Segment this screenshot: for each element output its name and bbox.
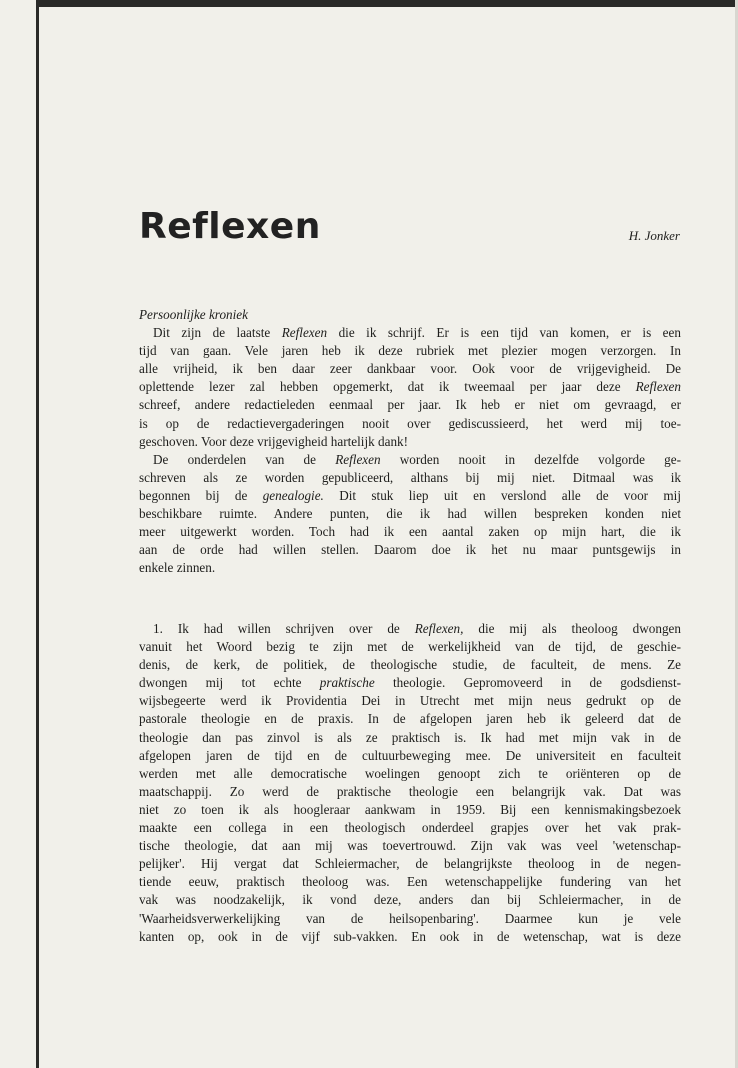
paragraph-2 — [139, 451, 681, 578]
paragraph-3-line-4: dwongen mij tot echte praktische theologie. Gepromoveerd in de godsdienst- — [139, 675, 681, 691]
paragraph-2-line-5: meer uitgewerkt worden. Toch had ik een aantal zaken op mijn hart, die ik — [139, 524, 681, 540]
paragraph-3-line-12: maakte een collega in een theologisch onderdeel grapjes over het vak prak- — [139, 820, 681, 836]
paragraph-3-line-2: vanuit het Woord bezig te zijn met de werkelijkheid van de tijd, de geschie- — [139, 639, 681, 655]
paragraph-3-line-13: tische theologie, dat aan mij was toevertrouwd. Zijn vak was veel 'wetenschap- — [139, 838, 681, 854]
paragraph-3-line-17: 'Waarheidsverwerkelijking van de heilsopenbaring'. Daarmee kun je vele — [139, 910, 681, 926]
paragraph-3 — [139, 620, 681, 946]
paragraph-1-line-6: is op de redactievergaderingen nooit over gediscussieerd, het werd mij toe- — [139, 415, 681, 431]
paragraph-3-line-3: denis, de kerk, de politiek, de theologische studie, de faculteit, de mens. Ze — [139, 657, 681, 673]
article-section-1 — [139, 620, 681, 946]
paragraph-3-line-14: pelijker'. Hij vergat dat Schleiermacher, de belangrijkste theoloog in de negen- — [139, 856, 681, 872]
paragraph-1-line-4: oplettende lezer zal hebben opgemerkt, dat ik tweemaal per jaar deze Reflexen — [139, 379, 681, 395]
paragraph-2-line-3: begonnen bij de genealogie. Dit stuk liep uit en verslond alle de voor mij — [139, 487, 682, 503]
paragraph-1-line-3: alle vrijheid, ik ben daar zeer dankbaar voor. Ook voor de vrijgevigheid. De — [139, 361, 681, 377]
paragraph-1-line-7: geschoven. Voor deze vrijgevigheid hartelijk dank! — [139, 433, 409, 449]
paragraph-2-line-2: schreven als ze worden gepubliceerd, althans bij mij niet. Ditmaal was ik — [139, 469, 681, 485]
paragraph-3-line-15: tiende eeuw, praktisch theoloog was. Een wetenschappelijke fundering van het — [139, 874, 681, 890]
paragraph-2-line-7: enkele zinnen. — [139, 560, 216, 576]
article-intro — [139, 306, 681, 577]
column-title-logo: Reflexen — [139, 206, 321, 247]
paragraph-3-line-9: werden met alle democratische woelingen genoopt zich te oriënteren op de — [139, 765, 681, 781]
paragraph-3-line-18: kanten op, ook in de vijf sub-vakken. En ook in de wetenschap, wat is deze — [139, 928, 681, 944]
paragraph-1-line-1: Dit zijn de laatste Reflexen die ik schrijf. Er is een tijd van komen, er is een — [153, 325, 681, 341]
paragraph-1-line-2: tijd van gaan. Vele jaren heb ik deze rubriek met plezier mogen verzorgen. In — [139, 343, 681, 359]
paragraph-1-line-5: schreef, andere redactieleden eenmaal per jaar. Ik heb er niet om gevraagd, er — [139, 397, 681, 413]
paragraph-2-line-4: beschikbare ruimte. Andere punten, die ik had willen bespreken konden niet — [139, 506, 681, 522]
scan-border-top — [36, 0, 738, 7]
section-heading: Persoonlijke kroniek — [139, 307, 249, 322]
paragraph-3-line-11: niet zo toen ik als hoogleraar aankwam in 1959. Bij een kennismakingsbezoek — [139, 801, 681, 817]
paragraph-3-line-5: wijsbegeerte werd ik Providentia Dei in Utrecht met mijn neus gedrukt op de — [139, 693, 681, 709]
paragraph-3-line-1: 1. Ik had willen schrijven over de Reflexen, die mij als theoloog dwongen — [153, 621, 681, 636]
paragraph-3-line-6: pastorale theologie en de praxis. In de afgelopen jaren heb ik geleerd dat de — [139, 711, 681, 727]
paragraph-1 — [139, 324, 681, 451]
paragraph-2-line-6: aan de orde had willen stellen. Daarom doe ik het nu maar puntsgewijs in — [139, 542, 681, 558]
paragraph-3-line-7: theologie dan pas zinvol is als ze praktisch is. Ik had met mijn vak in de — [139, 729, 681, 745]
paragraph-2-line-1: De onderdelen van de Reflexen worden nooit in dezelfde volgorde ge- — [153, 451, 681, 467]
scan-border-left — [36, 0, 39, 1068]
author-name: H. Jonker — [628, 228, 680, 243]
paragraph-3-line-8: afgelopen jaren de tijd en de cultuurbeweging mee. De universiteit en faculteit — [139, 747, 681, 763]
paragraph-3-line-10: maatschappij. Zo werd de praktische theologie een belangrijk vak. Dat was — [139, 783, 681, 799]
paragraph-3-line-16: vak was noodzakelijk, ik vond deze, anders dan bij Schleiermacher, in de — [139, 892, 681, 908]
